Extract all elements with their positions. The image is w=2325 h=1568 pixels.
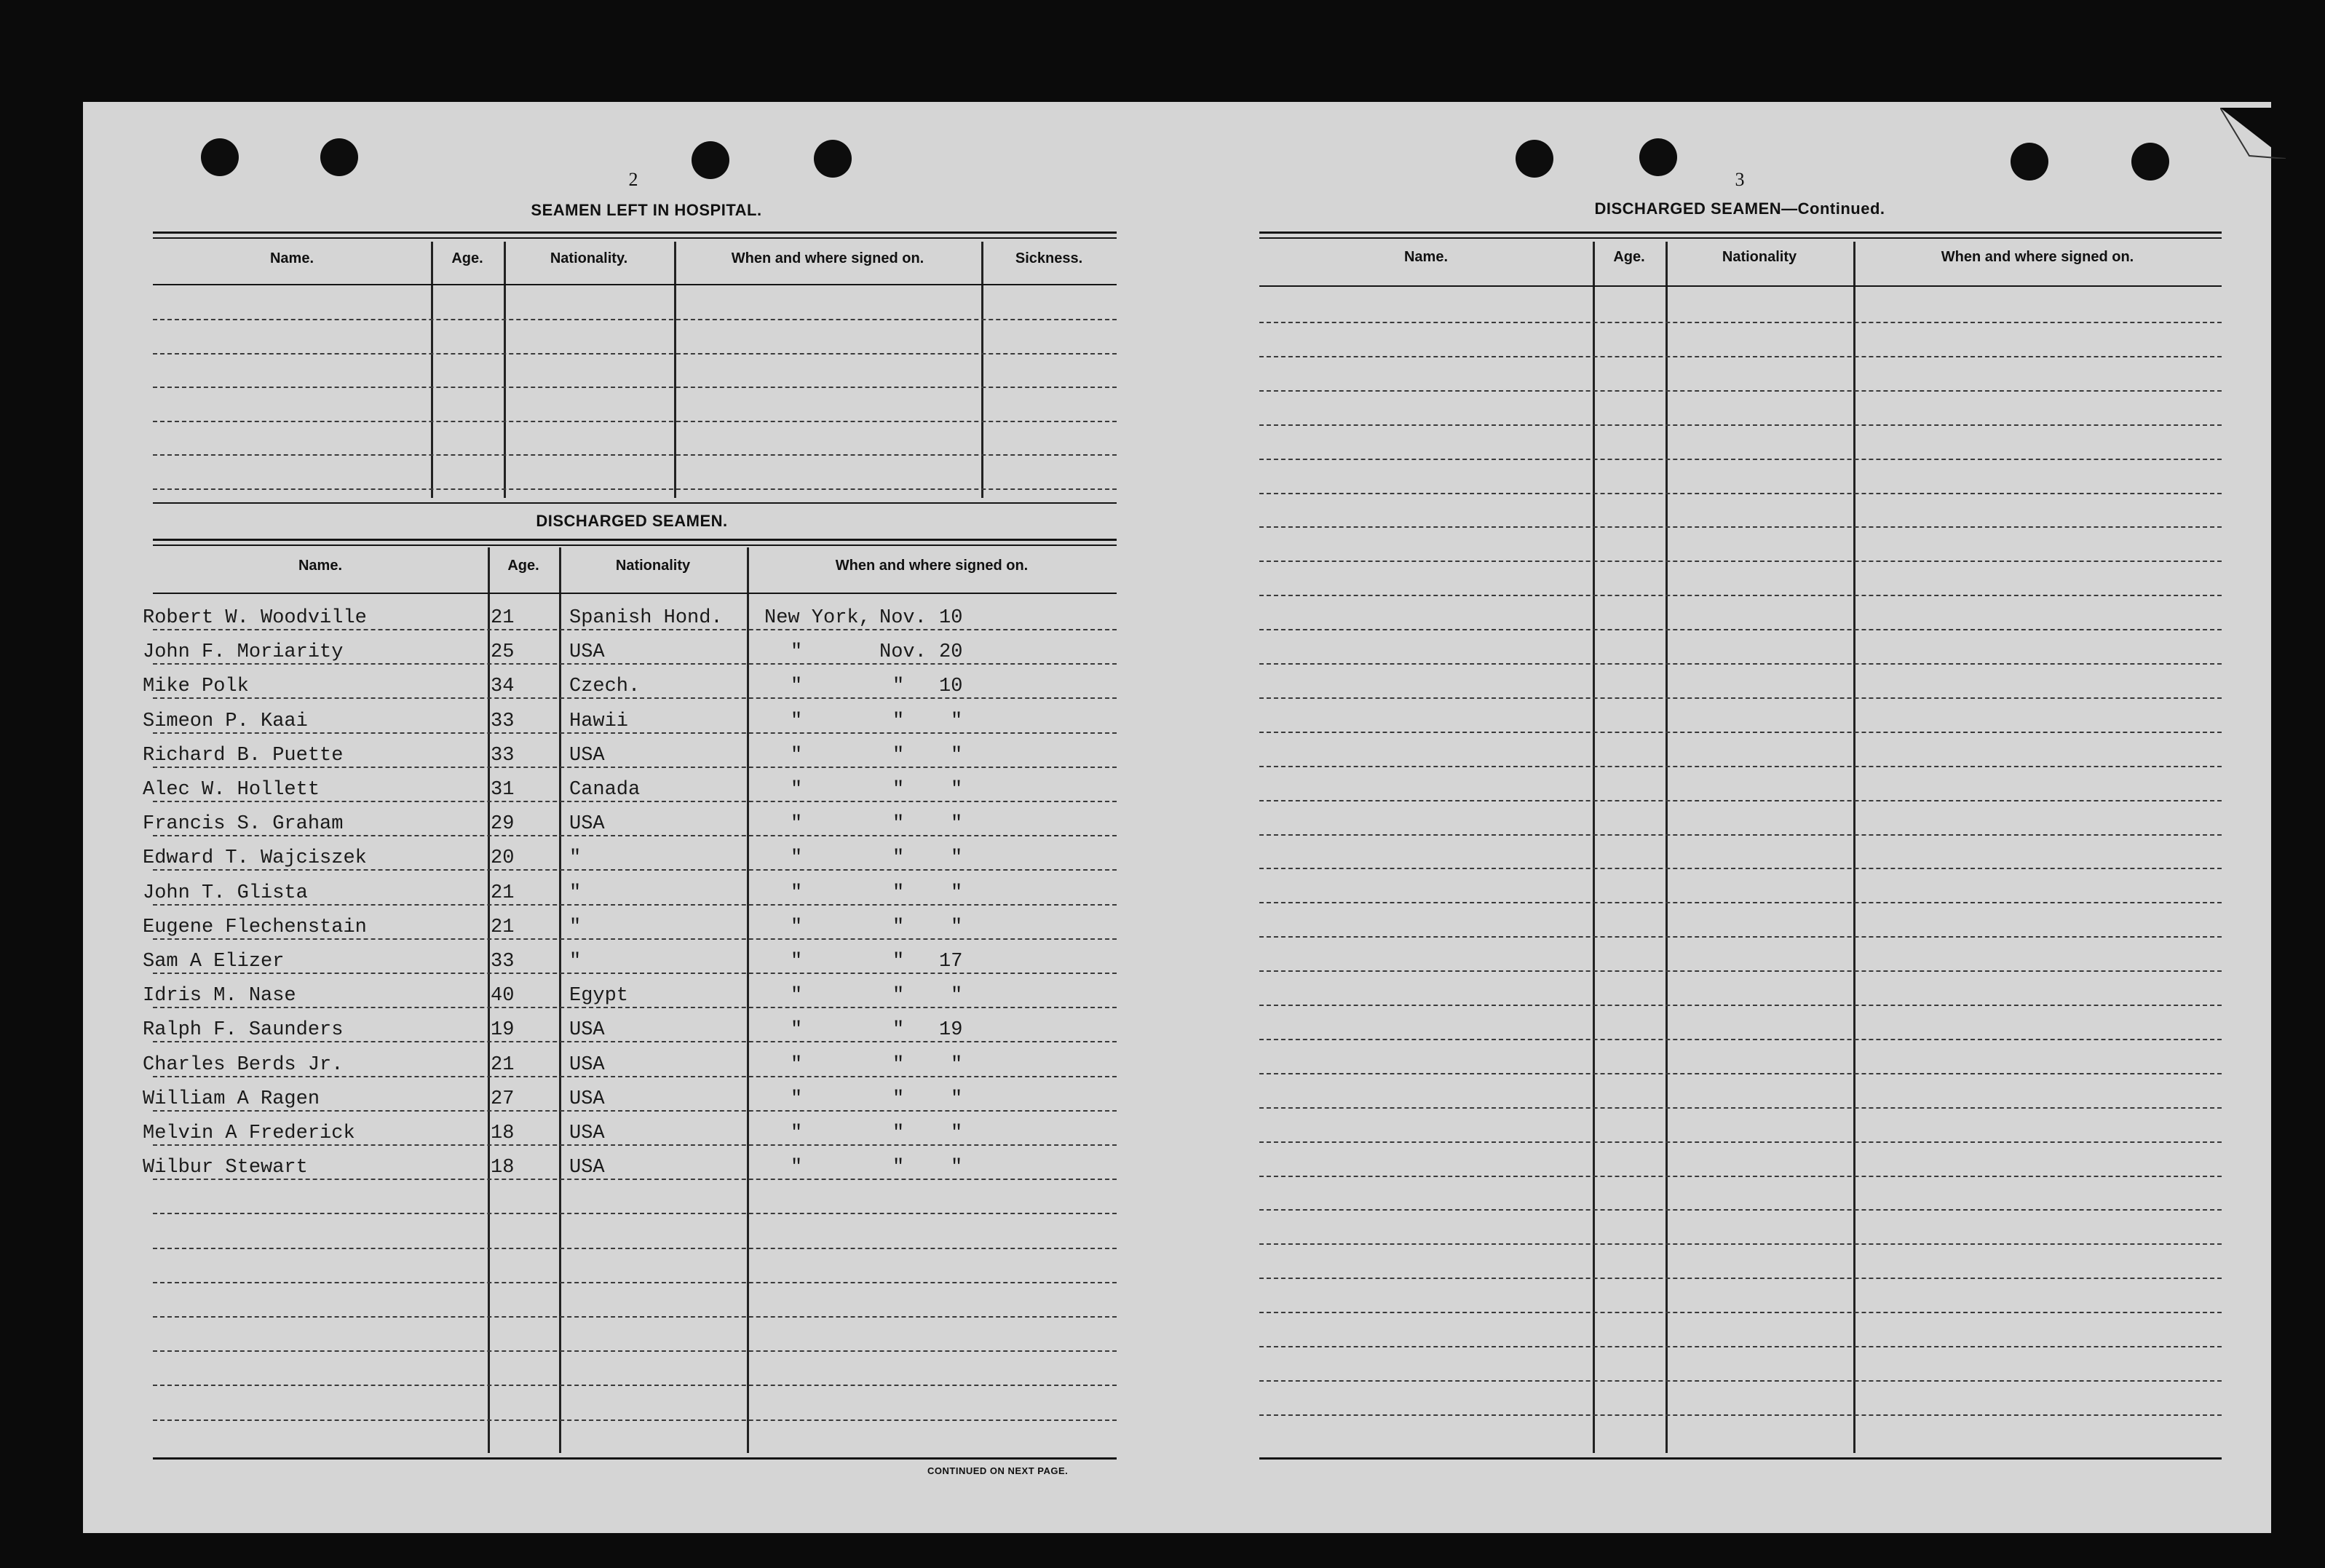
ruled-line <box>1259 766 2222 767</box>
signed-on-place: " <box>791 951 803 973</box>
signed-on-place: " <box>791 847 803 870</box>
seaman-age: 27 <box>491 1088 515 1110</box>
punch-hole <box>1639 138 1677 176</box>
column-header: Name. <box>269 250 314 266</box>
ruled-line <box>153 801 1117 802</box>
seaman-name: Idris M. Nase <box>143 985 296 1007</box>
header-rule <box>1259 285 2222 287</box>
seaman-age: 19 <box>491 1019 515 1042</box>
ruled-line <box>153 1076 1117 1077</box>
ruled-line <box>1259 1380 2222 1382</box>
seaman-nationality: " <box>569 847 582 870</box>
ruled-line <box>153 454 1117 456</box>
signed-on-month: " <box>892 1157 905 1179</box>
seaman-name: Ralph F. Saunders <box>143 1019 344 1042</box>
ruled-line <box>153 1213 1117 1214</box>
signed-on-day: " <box>951 882 963 904</box>
seaman-age: 31 <box>491 779 515 801</box>
signed-on-place: " <box>791 813 803 836</box>
continued-footer: CONTINUED ON NEXT PAGE. <box>927 1465 1069 1476</box>
seaman-nationality: Czech. <box>569 676 641 698</box>
discharged-continued-title: DISCHARGED SEAMEN—Continued. <box>1594 199 1885 218</box>
column-header: Age. <box>451 250 483 266</box>
ruled-line <box>153 1385 1117 1386</box>
ruled-line <box>153 1419 1117 1421</box>
seaman-age: 18 <box>491 1157 515 1179</box>
seaman-name: Edward T. Wajciszek <box>143 847 367 870</box>
ruled-line <box>153 1110 1117 1112</box>
ruled-line <box>1259 697 2222 699</box>
signed-on-month: " <box>892 813 905 836</box>
signed-on-place: " <box>791 641 803 664</box>
seaman-nationality: Spanish Hond. <box>569 607 723 629</box>
signed-on-month: " <box>892 1053 905 1076</box>
seaman-age: 18 <box>491 1122 515 1144</box>
seaman-name: Richard B. Puette <box>143 744 344 767</box>
column-divider <box>1853 242 1855 1453</box>
column-header: Name. <box>1403 249 1449 265</box>
signed-on-place: " <box>791 916 803 938</box>
column-header: When and where signed on. <box>835 558 1029 574</box>
signed-on-month: " <box>892 1088 905 1110</box>
seaman-name: Francis S. Graham <box>143 813 344 836</box>
signed-on-month: " <box>892 916 905 938</box>
ruled-line <box>1259 356 2222 357</box>
ruled-line <box>1259 390 2222 392</box>
hospital-section-title: SEAMEN LEFT IN HOSPITAL. <box>531 201 762 219</box>
ruled-line <box>1259 834 2222 836</box>
seaman-nationality: USA <box>569 1019 605 1042</box>
punch-hole <box>2131 143 2169 181</box>
seaman-nationality: Egypt <box>569 985 629 1007</box>
ruled-line <box>153 767 1117 768</box>
signed-on-day: 10 <box>939 607 963 629</box>
signed-on-place: New York, <box>764 607 871 629</box>
ruled-line <box>1259 663 2222 665</box>
ruled-line <box>153 387 1117 388</box>
signed-on-month: " <box>892 847 905 870</box>
signed-on-month: " <box>892 951 905 973</box>
ruled-line <box>153 1144 1117 1146</box>
ruled-line <box>153 904 1117 906</box>
page-number: 3 <box>1735 169 1745 190</box>
seaman-nationality: USA <box>569 744 605 767</box>
seaman-nationality: Hawii <box>569 710 629 732</box>
signed-on-day: " <box>951 813 963 836</box>
seaman-nationality: USA <box>569 641 605 664</box>
ruled-line <box>1259 1039 2222 1040</box>
seaman-nationality: Canada <box>569 779 641 801</box>
seaman-age: 33 <box>491 744 515 767</box>
ruled-line <box>1259 1176 2222 1177</box>
ruled-line <box>153 835 1117 836</box>
ruled-line <box>1259 629 2222 630</box>
column-divider <box>674 242 676 498</box>
seaman-name: William A Ragen <box>143 1088 320 1110</box>
table-rule <box>153 545 1117 546</box>
seaman-name: Alec W. Hollett <box>143 779 320 801</box>
signed-on-place: " <box>791 676 803 698</box>
ruled-line <box>153 1350 1117 1352</box>
table-rule <box>1259 237 2222 239</box>
seaman-nationality: USA <box>569 1088 605 1110</box>
ruled-line <box>153 973 1117 974</box>
column-divider <box>1593 242 1595 1453</box>
signed-on-month: " <box>892 676 905 698</box>
seaman-name: Robert W. Woodville <box>143 607 367 629</box>
column-divider <box>981 242 983 498</box>
signed-on-place: " <box>791 882 803 904</box>
ruled-line <box>1259 1278 2222 1279</box>
ruled-line <box>1259 732 2222 733</box>
seaman-name: Eugene Flechenstain <box>143 916 367 938</box>
signed-on-month: " <box>892 710 905 732</box>
punch-hole <box>2011 143 2048 181</box>
ruled-line <box>1259 1141 2222 1143</box>
ruled-line <box>1259 1414 2222 1416</box>
column-header: Sickness. <box>1015 250 1083 266</box>
ruled-line <box>153 732 1117 734</box>
signed-on-day: " <box>951 779 963 801</box>
ruled-line <box>153 697 1117 699</box>
seaman-age: 40 <box>491 985 515 1007</box>
signed-on-place: " <box>791 1157 803 1179</box>
signed-on-day: " <box>951 1157 963 1179</box>
ruled-line <box>1259 1346 2222 1347</box>
signed-on-month: Nov. <box>879 641 927 664</box>
seaman-nationality: USA <box>569 1122 605 1144</box>
manifest-sheet <box>83 102 2271 1533</box>
signed-on-day: " <box>951 1088 963 1110</box>
table-rule <box>153 1457 1117 1460</box>
signed-on-day: " <box>951 1122 963 1144</box>
seaman-nationality: USA <box>569 813 605 836</box>
ruled-line <box>1259 868 2222 869</box>
signed-on-month: " <box>892 882 905 904</box>
signed-on-place: " <box>791 1019 803 1042</box>
seaman-age: 21 <box>491 882 515 904</box>
discharged-section-title: DISCHARGED SEAMEN. <box>536 512 728 530</box>
table-rule <box>1259 231 2222 234</box>
signed-on-place: " <box>791 710 803 732</box>
seaman-age: 21 <box>491 916 515 938</box>
signed-on-month: " <box>892 744 905 767</box>
seaman-nationality: " <box>569 951 582 973</box>
signed-on-place: " <box>791 1053 803 1076</box>
signed-on-day: " <box>951 744 963 767</box>
signed-on-day: 10 <box>939 676 963 698</box>
seaman-name: Simeon P. Kaai <box>143 710 308 732</box>
column-divider <box>504 242 506 498</box>
punch-hole <box>814 140 852 178</box>
seaman-name: John F. Moriarity <box>143 641 344 664</box>
header-rule <box>153 593 1117 594</box>
punch-hole <box>692 141 729 179</box>
ruled-line <box>153 319 1117 320</box>
ruled-line <box>153 938 1117 940</box>
ruled-line <box>1259 459 2222 460</box>
ruled-line <box>1259 322 2222 323</box>
signed-on-day: " <box>951 985 963 1007</box>
ruled-line <box>1259 1243 2222 1245</box>
column-header: Age. <box>507 558 539 574</box>
seaman-name: Mike Polk <box>143 676 249 698</box>
seaman-nationality: USA <box>569 1157 605 1179</box>
signed-on-month: " <box>892 779 905 801</box>
ruled-line <box>1259 561 2222 562</box>
ruled-line <box>153 629 1117 630</box>
ruled-line <box>153 663 1117 665</box>
column-header: When and where signed on. <box>1941 249 2134 265</box>
seaman-age: 25 <box>491 641 515 664</box>
ruled-line <box>1259 595 2222 596</box>
ruled-line <box>1259 1005 2222 1006</box>
ruled-line <box>153 421 1117 422</box>
table-rule <box>153 502 1117 504</box>
ruled-line <box>1259 1209 2222 1211</box>
ruled-line <box>153 1007 1117 1008</box>
column-divider <box>431 242 433 498</box>
punch-hole <box>320 138 358 176</box>
ruled-line <box>1259 424 2222 426</box>
ruled-line <box>153 1282 1117 1283</box>
signed-on-month: " <box>892 1122 905 1144</box>
table-rule <box>1259 1457 2222 1460</box>
seaman-name: Wilbur Stewart <box>143 1157 308 1179</box>
table-rule <box>153 539 1117 541</box>
seaman-name: John T. Glista <box>143 882 308 904</box>
ruled-line <box>153 869 1117 871</box>
column-header: Nationality. <box>550 250 628 266</box>
signed-on-place: " <box>791 744 803 767</box>
seaman-nationality: " <box>569 916 582 938</box>
ruled-line <box>1259 1107 2222 1109</box>
column-header: Name. <box>298 558 343 574</box>
seaman-nationality: " <box>569 882 582 904</box>
signed-on-day: " <box>951 916 963 938</box>
seaman-age: 33 <box>491 710 515 732</box>
signed-on-day: " <box>951 1053 963 1076</box>
ruled-line <box>1259 970 2222 972</box>
ruled-line <box>153 488 1117 490</box>
signed-on-month: " <box>892 985 905 1007</box>
ruled-line <box>153 1041 1117 1042</box>
table-rule <box>153 237 1117 239</box>
ruled-line <box>1259 800 2222 801</box>
ruled-line <box>1259 1073 2222 1074</box>
signed-on-day: 20 <box>939 641 963 664</box>
punch-hole <box>1516 140 1553 178</box>
seaman-age: 33 <box>491 951 515 973</box>
signed-on-day: " <box>951 847 963 870</box>
signed-on-day: 17 <box>939 951 963 973</box>
seaman-name: Charles Berds Jr. <box>143 1053 344 1076</box>
column-header: Age. <box>1613 249 1645 265</box>
signed-on-place: " <box>791 1122 803 1144</box>
ruled-line <box>153 353 1117 355</box>
header-rule <box>153 284 1117 285</box>
folded-corner <box>2220 108 2286 159</box>
page-number: 2 <box>628 169 638 190</box>
column-divider <box>1665 242 1668 1453</box>
ruled-line <box>1259 526 2222 528</box>
seaman-name: Sam A Elizer <box>143 951 285 973</box>
seaman-age: 21 <box>491 607 515 629</box>
ruled-line <box>1259 493 2222 494</box>
seaman-name: Melvin A Frederick <box>143 1122 355 1144</box>
ruled-line <box>153 1316 1117 1318</box>
column-header: When and where signed on. <box>731 250 924 266</box>
column-header: Nationality <box>1722 249 1797 265</box>
signed-on-place: " <box>791 779 803 801</box>
seaman-nationality: USA <box>569 1053 605 1076</box>
ruled-line <box>1259 936 2222 938</box>
signed-on-day: 19 <box>939 1019 963 1042</box>
signed-on-place: " <box>791 1088 803 1110</box>
column-header: Nationality <box>615 558 691 574</box>
ruled-line <box>1259 1312 2222 1313</box>
signed-on-month: Nov. <box>879 607 927 629</box>
signed-on-place: " <box>791 985 803 1007</box>
ruled-line <box>153 1179 1117 1180</box>
seaman-age: 29 <box>491 813 515 836</box>
seaman-age: 20 <box>491 847 515 870</box>
ruled-line <box>153 1248 1117 1249</box>
seaman-age: 21 <box>491 1053 515 1076</box>
punch-hole <box>201 138 239 176</box>
table-rule <box>153 231 1117 234</box>
signed-on-month: " <box>892 1019 905 1042</box>
seaman-age: 34 <box>491 676 515 698</box>
ruled-line <box>1259 902 2222 903</box>
signed-on-day: " <box>951 710 963 732</box>
